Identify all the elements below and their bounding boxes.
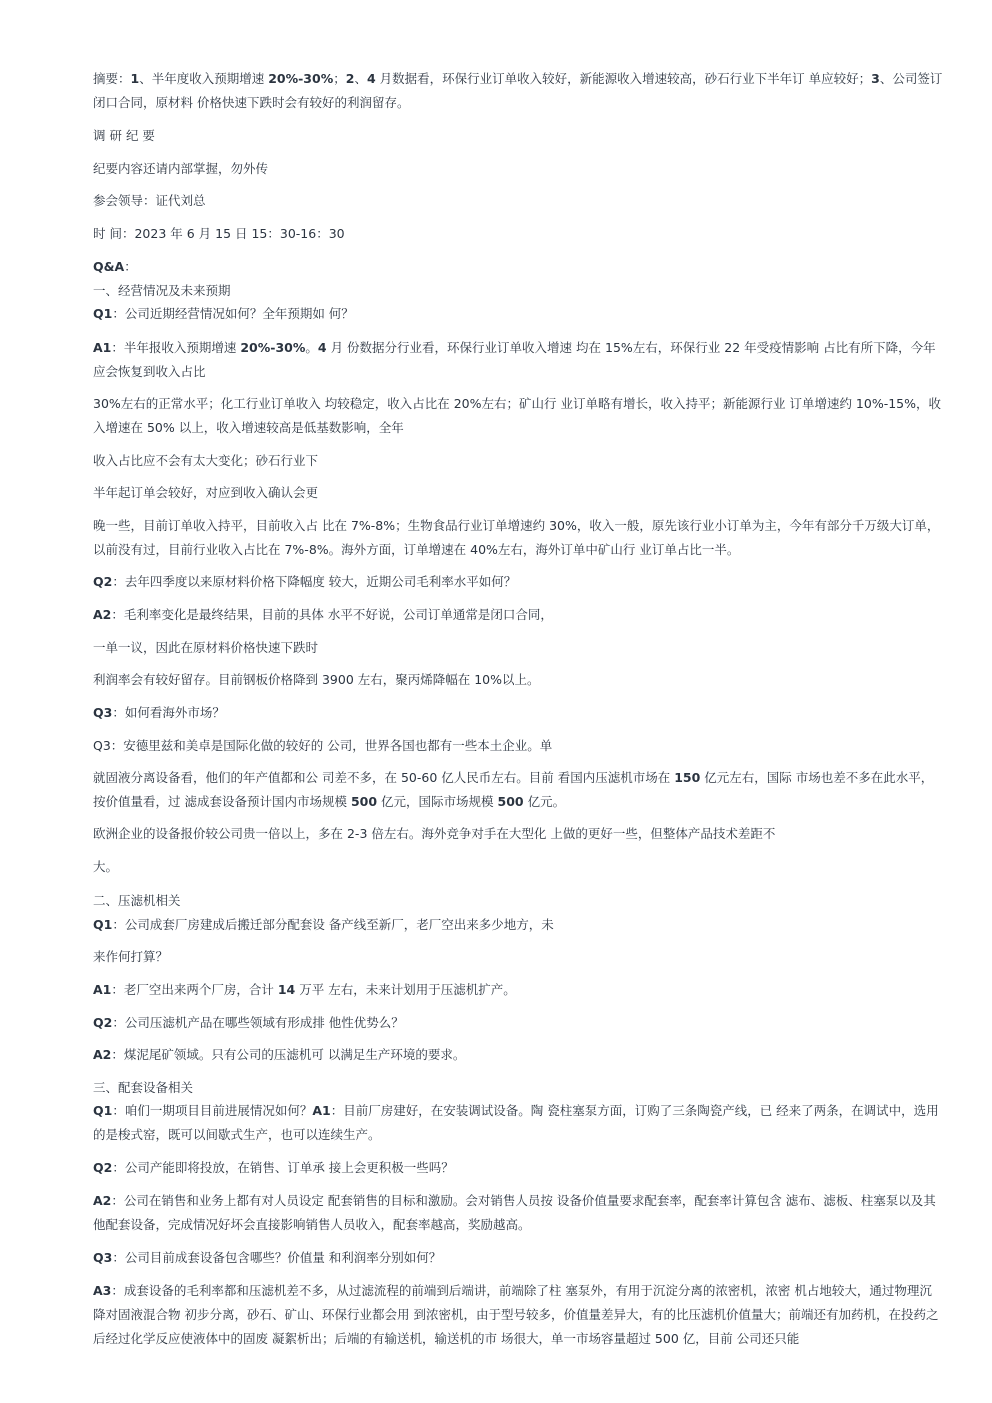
p1-para-6: 利润率会有较好留存。目前钢板价格降到 3900 左右，聚丙烯降幅在 10%以上。 (93, 672, 540, 687)
heading-research: 调 研 纪 要 (93, 128, 155, 143)
summary-num-3: 3 (871, 71, 880, 86)
p1-para-1: 30%左右的正常水平；化工行业订单收入 均较稳定，收入占比在 20%左右；矿山行 业订单略有增长，收入持平；新能源行业 订单增速约 10%-15%，收入增速在 50% 以上，收入增速较高是低基数影响，全年 (93, 396, 942, 435)
qa-heading (93, 255, 943, 279)
question-text: ：咱们一期项目目前进展情况如何？ (112, 1103, 313, 1118)
p2-a1 (93, 978, 943, 1002)
p3-q1-a1 (93, 1099, 943, 1147)
question-label: Q3 (93, 1250, 113, 1265)
question-label: Q2 (93, 574, 113, 589)
answer-text: 。 (305, 340, 318, 355)
answer-label: A2 (93, 1193, 112, 1208)
para-text: 亿元左右，国际 市场也差不多在此水平，按价值量看，过 滤成套设备预计国内市场规模 (93, 770, 934, 809)
para-number: 500 (350, 794, 378, 809)
answer-text: ：毛利率变化是最终结果，目前的具体 水平不好说，公司订单通常是闭口合同， (111, 607, 553, 622)
summary-text-3: 、公司签订闭口合同，原材料 价格快速下跌时会有较好的利润留存。 (93, 71, 943, 110)
p1-a2 (93, 603, 943, 627)
p3-a3 (93, 1279, 943, 1351)
answer-label: A1 (93, 982, 112, 997)
question-label: Q1 (93, 1103, 113, 1118)
answer-label: A2 (93, 607, 112, 622)
section-3-heading: 三、配套设备相关 (93, 1080, 194, 1095)
p1-para-4: 晚一些，目前订单收入持平，目前收入占 比在 7%-8%；生物食品行业订单增速约 30%，收入一般，原先该行业小订单为主，今年有部分千万级大订单，以前没有过，目前行业收入占比在 7%-8%。海外方面，订单增速在 40%左右，海外订单中矿山行 业订单占比一半。 (93, 518, 940, 557)
p2-a2 (93, 1043, 943, 1067)
p1-para-5: 一单一议，因此在原材料价格快速下跌时 (93, 640, 319, 655)
para-number: 500 (497, 794, 524, 809)
p1-para-9: 欧洲企业的设备报价较公司贵一倍以上，多在 2-3 倍左右。海外竞争对手在大型化 上做的更好一些，但整体产品技术差距不 (93, 826, 776, 841)
attendees: 参会领导：证代刘总 (93, 193, 206, 208)
summary-paragraph (93, 67, 943, 115)
summary-num-2: 2 (345, 71, 355, 86)
question-text: ：公司近期经营情况如何？全年预期如 何？ (112, 306, 354, 321)
para-text: 亿元，国际市场规模 (377, 794, 498, 809)
qa-colon: ： (124, 259, 137, 274)
p3-q2 (93, 1156, 943, 1180)
p3-a2 (93, 1189, 943, 1237)
para-text: 就固液分离设备看，他们的年产值都和公 司差不多，在 50-60 亿人民币左右。目前 看国内压滤机市场在 (93, 770, 675, 785)
summary-month: 4 (366, 71, 376, 86)
answer-label: A1 (93, 340, 112, 355)
answer-text: ：老厂空出来两个厂房，合计 (111, 982, 278, 997)
question-label: Q1 (93, 917, 113, 932)
answer-text: 月 份数据分行业看，环保行业订单收入增速 均在 15%左右，环保行业 22 年受疫情影响 占比有所下降，今年应会恢复到收入占比 (93, 340, 936, 379)
question-text: ：公司压滤机产品在哪些领域有形成排 他性优势么？ (112, 1015, 404, 1030)
answer-text: ：成套设备的毛利率都和压滤机差不多，从过滤流程的前端到后端讲，前端除了柱 塞泵外，有用于沉淀分离的浓密机，浓密 机占地较大，通过物理沉降对固液混合物 初步分离，砂石、矿山、环保行业都会用 到浓密机，由于型号较多，价值量差异大，有的比压滤机价值量大；前端还有加药机，在投药之后经过化学反应使液体中的固废 凝絮析出；后端的有输送机，输送机的市 场很大，单一市场容量超过 500 亿，目前 公司还只能 (93, 1283, 939, 1346)
p2-q2 (93, 1011, 943, 1035)
answer-month: 4 (317, 340, 327, 355)
answer-text: ：煤泥尾矿领域。只有公司的压滤机可 以满足生产环境的要求。 (111, 1047, 466, 1062)
question-text: ：公司成套厂房建成后搬迁部分配套设 备产线至新厂，老厂空出来多少地方，未 (112, 917, 554, 932)
answer-text: ：半年报收入预期增速 (111, 340, 241, 355)
p1-q2 (93, 570, 943, 594)
question-label: Q3 (93, 705, 113, 720)
p1-q1 (93, 302, 943, 326)
question-text: ：公司产能即将投放，在销售、订单承 接上会更积极一些吗？ (112, 1160, 454, 1175)
answer-text: ：公司在销售和业务上都有对人员设定 配套销售的目标和激励。会对销售人员按 设备价值量要求配套率，配套率计算包含 滤布、滤板、柱塞泵以及其他配套设备，完成情况好坏会直接影响销售人员收入，配套率越高，奖励越高。 (93, 1193, 936, 1232)
answer-area: 14 (277, 982, 296, 997)
question-label: Q2 (93, 1015, 113, 1030)
summary-sep-2: 、 (354, 71, 367, 86)
answer-text: 万平 左右，未来计划用于压滤机扩产。 (295, 982, 516, 997)
question-text: ：如何看海外市场？ (112, 705, 225, 720)
summary-text-1: 、半年度收入预期增速 (139, 71, 269, 86)
qa-label: Q&A (93, 259, 125, 274)
answer-label: A1 (312, 1103, 331, 1118)
para-number: 150 (674, 770, 701, 785)
answer-label: A2 (93, 1047, 112, 1062)
p3-q3 (93, 1246, 943, 1270)
question-text: ：公司目前成套设备包含哪些？价值量 和利润率分别如何？ (112, 1250, 442, 1265)
answer-growth: 20%-30% (240, 340, 306, 355)
section-1-heading: 一、经营情况及未来预期 (93, 283, 231, 298)
p2-q1 (93, 913, 943, 937)
summary-growth: 20%-30% (268, 71, 334, 86)
p1-para-3: 半年起订单会较好，对应到收入确认会更 (93, 485, 319, 500)
answer-label: A3 (93, 1283, 112, 1298)
section-2-heading: 二、压滤机相关 (93, 893, 181, 908)
para-text: 亿元。 (523, 794, 566, 809)
p1-para-2: 收入占比应不会有太大变化；砂石行业下 (93, 453, 319, 468)
p2-q1-cont: 来作何打算？ (93, 949, 169, 964)
p1-para-7: Q3：安德里兹和美卓是国际化做的较好的 公司，世界各国也都有一些本土企业。单 (93, 738, 553, 753)
answer-text: ：目前厂房建好，在安装调试设备。陶 瓷柱塞泵方面，订购了三条陶瓷产线，已 经来了两条，在调试中，选用的是梭式窑，既可以间歇式生产，也可以连续生产。 (93, 1103, 939, 1142)
question-label: Q2 (93, 1160, 113, 1175)
p1-a1 (93, 336, 943, 384)
question-label: Q1 (93, 306, 113, 321)
meeting-time: 时 间：2023 年 6 月 15 日 15：30-16：30 (93, 226, 345, 241)
p1-q3 (93, 701, 943, 725)
summary-label: 摘要： (93, 71, 131, 86)
question-text: ：去年四季度以来原材料价格下降幅度 较大，近期公司毛利率水平如何？ (112, 574, 517, 589)
p1-para-8 (93, 766, 943, 814)
confidential-note: 纪要内容还请内部掌握，勿外传 (93, 161, 269, 176)
summary-num-1: 1 (130, 71, 140, 86)
p1-para-10: 大。 (93, 859, 119, 874)
summary-sep: ； (333, 71, 346, 86)
summary-text-2: 月数据看，环保行业订单收入较好，新能源收入增速较高，砂石行业下半年订 单应较好； (375, 71, 872, 86)
